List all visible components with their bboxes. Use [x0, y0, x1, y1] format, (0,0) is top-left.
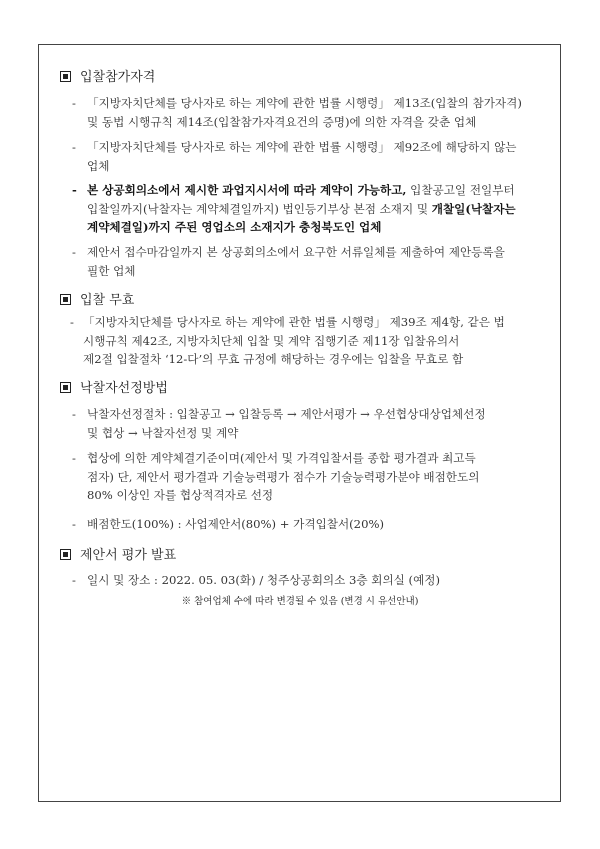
list-item: - 「지방자치단체를 당사자로 하는 계약에 관한 법률 시행령」 제13조(입찰의 참가자격) 및 동법 시행규칙 제14조(입찰참가자격요건의 증명)에 의한 자격을 갖춘 업체 — [72, 96, 522, 129]
filled-square-bullet-icon — [60, 71, 71, 82]
section-heading-eligibility: 입찰참가자격 — [60, 66, 155, 85]
list-item: - 협상에 의한 계약체결기준이며(제안서 및 가격입찰서를 종합 평가결과 최고득 점자) 단, 제안서 평가결과 기술능력평가 점수가 기술능력평가분야 배점한도의 80% 이상인 자를 협상적격자로 선정 — [72, 451, 480, 502]
list-item: - 일시 및 장소 : 2022. 05. 03(화) / 청주상공회의소 3층 회의실 (예정) — [72, 573, 440, 587]
section-heading-bid-invalid: 입찰 무효 — [60, 289, 134, 308]
filled-square-bullet-icon — [60, 382, 71, 393]
list-item: - 배점한도(100%) : 사업제안서(80%) + 가격입찰서(20%) — [72, 517, 384, 531]
list-item: - 「지방자치단체를 당사자로 하는 계약에 관한 법률 시행령」 제39조 제4항, 같은 법 시행규칙 제42조, 지방자치단체 입찰 및 계약 집행기준 제11장 입찰유의서 제2절 입찰절차 ‘12-다’의 무효 규정에 해당하는 경우에는 입찰을 무효로 함 — [70, 315, 505, 366]
section-heading-selection-method: 낙찰자선정방법 — [60, 377, 168, 396]
filled-square-bullet-icon — [60, 549, 71, 560]
list-item-emphasis: - 본 상공회의소에서 제시한 과업지시서에 따라 계약이 가능하고, 입찰공고일 전일부터 입찰일까지(낙찰자는 계약체결일까지) 법인등기부상 본점 소재지 및 개찰일(낙찰자는 계약체결일)까지 주된 영업소의 소재지가 충청북도인 업체 — [72, 183, 516, 234]
footnote: ※ 참여업체 수에 따라 변경될 수 있음 (변경 시 유선안내) — [181, 596, 419, 607]
list-item: - 낙찰자선정절차 : 입찰공고 → 입찰등록 → 제안서평가 → 우선협상대상업체선정 및 협상 → 낙찰자선정 및 계약 — [72, 407, 486, 440]
filled-square-bullet-icon — [60, 294, 71, 305]
list-item: - 「지방자치단체를 당사자로 하는 계약에 관한 법률 시행령」 제92조에 해당하지 않는 업체 — [72, 140, 517, 173]
list-item: - 제안서 접수마감일까지 본 상공회의소에서 요구한 서류일체를 제출하여 제안등록을 필한 업체 — [72, 245, 505, 278]
section-heading-evaluation-announcement: 제안서 평가 발표 — [60, 544, 176, 563]
